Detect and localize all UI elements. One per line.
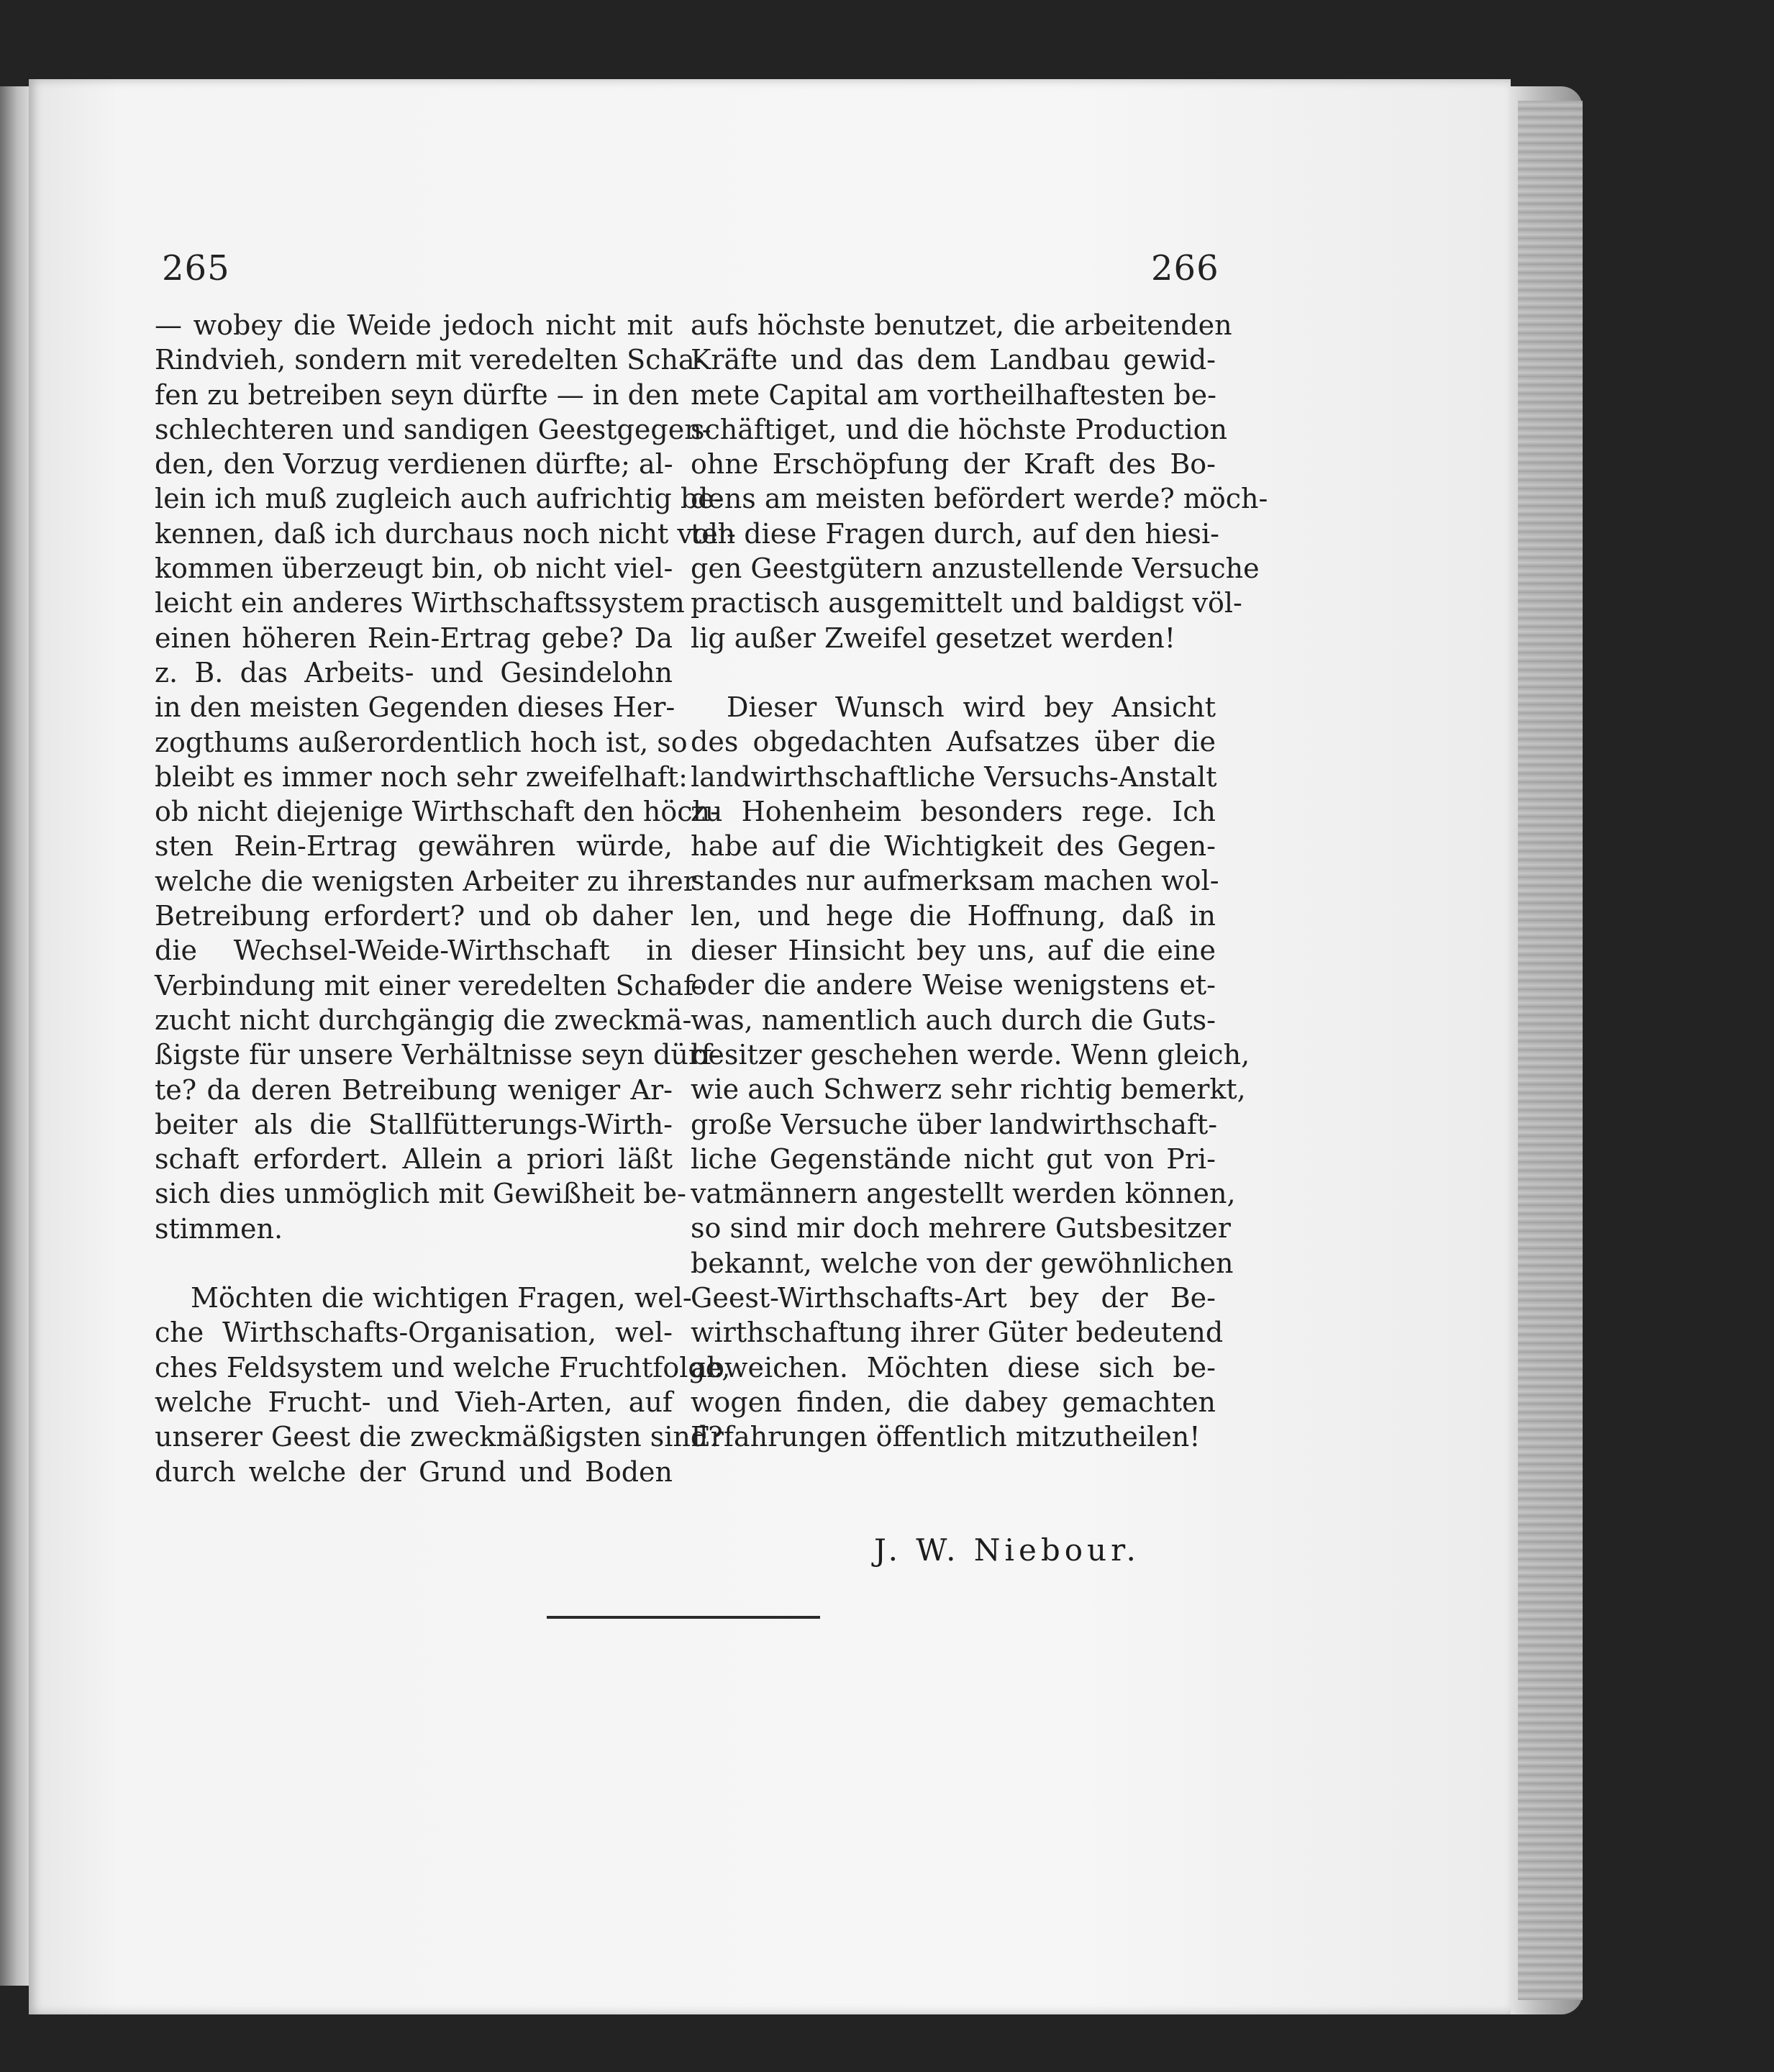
text-line: ten diese Fragen durch, auf den hiesi- [691, 517, 1220, 550]
text-line: schäftiget, und die höchste Production [691, 413, 1227, 445]
text-line: Betreibung erfordert? und ob daher [155, 900, 673, 932]
text-line: abweichen. Möchten diese sich be- [691, 1351, 1216, 1383]
text-line: beiter als die Stallfütterungs-Wirth- [155, 1108, 673, 1140]
text-line: Rindvieh, sondern mit veredelten Scha- [155, 344, 704, 376]
text-line: Möchten die wichtigen Fragen, wel- [191, 1282, 692, 1314]
text-line: Geest-Wirthschafts-Art bey der Be- [691, 1282, 1216, 1314]
text-line: lig außer Zweifel gesetzet werden! [691, 622, 1175, 654]
text-line: landwirthschaftliche Versuchs-Anstalt [691, 760, 1217, 793]
text-line: gen Geestgütern anzustellende Versuche [691, 553, 1260, 585]
text-line: kommen überzeugt bin, ob nicht viel- [155, 553, 673, 585]
text-line: wogen finden, die dabey gemachten [691, 1386, 1216, 1418]
text-line: dieser Hinsicht bey uns, auf die eine [691, 935, 1216, 967]
text-line: te? da deren Betreibung weniger Ar- [155, 1073, 673, 1106]
text-line: wie auch Schwerz sehr richtig bemerkt, [691, 1073, 1246, 1106]
text-line: sten Rein-Ertrag gewähren würde, [155, 830, 673, 863]
text-line: besitzer geschehen werde. Wenn gleich, [691, 1038, 1250, 1071]
text-line: einen höheren Rein-Ertrag gebe? Da [155, 622, 673, 654]
text-line: fen zu betreiben seyn dürfte — in den [155, 378, 679, 411]
text-line: mete Capital am vortheilhaftesten be- [691, 378, 1216, 411]
text-line: oder die andere Weise wenigstens et- [691, 969, 1216, 1001]
text-line: standes nur aufmerksam machen wol- [691, 865, 1219, 897]
text-line: sich dies unmöglich mit Gewißheit be- [155, 1178, 686, 1210]
book-cover-edge [1518, 101, 1583, 2000]
text-line: vatmännern angestellt werden können, [691, 1178, 1236, 1210]
text-line: aufs höchste benutzet, die arbeitenden [691, 309, 1232, 341]
text-line: dens am meisten befördert werde? möch- [691, 483, 1268, 515]
text-line: ßigste für unsere Verhältnisse seyn dürf- [155, 1039, 720, 1071]
text-line: zu Hohenheim besonders rege. Ich [691, 795, 1216, 827]
text-line: in den meisten Gegenden dieses Her- [155, 691, 676, 724]
text-line: wirthschaftung ihrer Güter bedeutend [691, 1317, 1224, 1349]
text-line: lein ich muß zugleich auch aufrichtig be- [155, 483, 724, 515]
text-line: practisch ausgemittelt und baldigst völ- [691, 587, 1242, 619]
page-number-right: 266 [1151, 248, 1219, 288]
text-line: che Wirthschafts-Organisation, wel- [155, 1317, 673, 1349]
text-line: ob nicht diejenige Wirthschaft den höch- [155, 796, 719, 828]
right-column [691, 308, 1268, 1455]
left-column [155, 308, 736, 1489]
text-line: große Versuche über landwirthschaft- [691, 1108, 1218, 1140]
text-line: durch welche der Grund und Boden [155, 1455, 673, 1488]
text-line: len, und hege die Hoffnung, daß in [691, 899, 1216, 932]
text-line: bekannt, welche von der gewöhnlichen [691, 1247, 1234, 1279]
text-line: liche Gegenstände nicht gut von Pri- [691, 1142, 1216, 1175]
text-line: z. B. das Arbeits- und Gesindelohn [155, 656, 673, 689]
text-line: — wobey die Weide jedoch nicht mit [155, 309, 673, 341]
text-line: Dieser Wunsch wird bey Ansicht [727, 691, 1216, 723]
text-line: welche die wenigsten Arbeiter zu ihrer [155, 865, 696, 897]
previous-page-edge [0, 86, 29, 1986]
text-line: schaft erfordert. Allein a priori läßt [155, 1143, 673, 1176]
text-line: unserer Geest die zweckmäßigsten sind? [155, 1421, 723, 1453]
text-line: was, namentlich auch durch die Guts- [691, 1004, 1216, 1036]
text-line: welche Frucht- und Vieh-Arten, auf [155, 1386, 673, 1418]
author-signature: J. W. Niebour. [874, 1532, 1140, 1568]
text-line: zogthums außerordentlich hoch ist, so [155, 726, 688, 758]
text-line: kennen, daß ich durchaus noch nicht voll- [155, 517, 736, 550]
text-line: stimmen. [155, 1212, 283, 1245]
text-line: den, den Vorzug verdienen dürfte; al- [155, 448, 673, 481]
text-line: bleibt es immer noch sehr zweifelhaft: [155, 760, 688, 793]
page-number-left: 265 [162, 248, 230, 288]
text-line: ches Feldsystem und welche Fruchtfolge, [155, 1351, 731, 1383]
text-line: schlechteren und sandigen Geestgegen- [155, 413, 711, 445]
text-line: habe auf die Wichtigkeit des Gegen- [691, 830, 1216, 863]
text-line: so sind mir doch mehrere Gutsbesitzer [691, 1212, 1231, 1245]
text-line: die Wechsel-Weide-Wirthschaft in [155, 935, 673, 967]
section-end-rule [547, 1616, 820, 1619]
text-line: Erfahrungen öffentlich mitzutheilen! [691, 1421, 1201, 1453]
text-line: zucht nicht durchgängig die zweckmä- [155, 1004, 692, 1036]
text-line: ohne Erschöpfung der Kraft des Bo- [691, 448, 1216, 481]
text-line: Verbindung mit einer veredelten Schaf- [155, 969, 702, 1001]
text-line: Kräfte und das dem Landbau gewid- [691, 344, 1216, 376]
text-line: des obgedachten Aufsatzes über die [691, 726, 1216, 758]
text-line: leicht ein anderes Wirthschaftssystem [155, 587, 685, 619]
